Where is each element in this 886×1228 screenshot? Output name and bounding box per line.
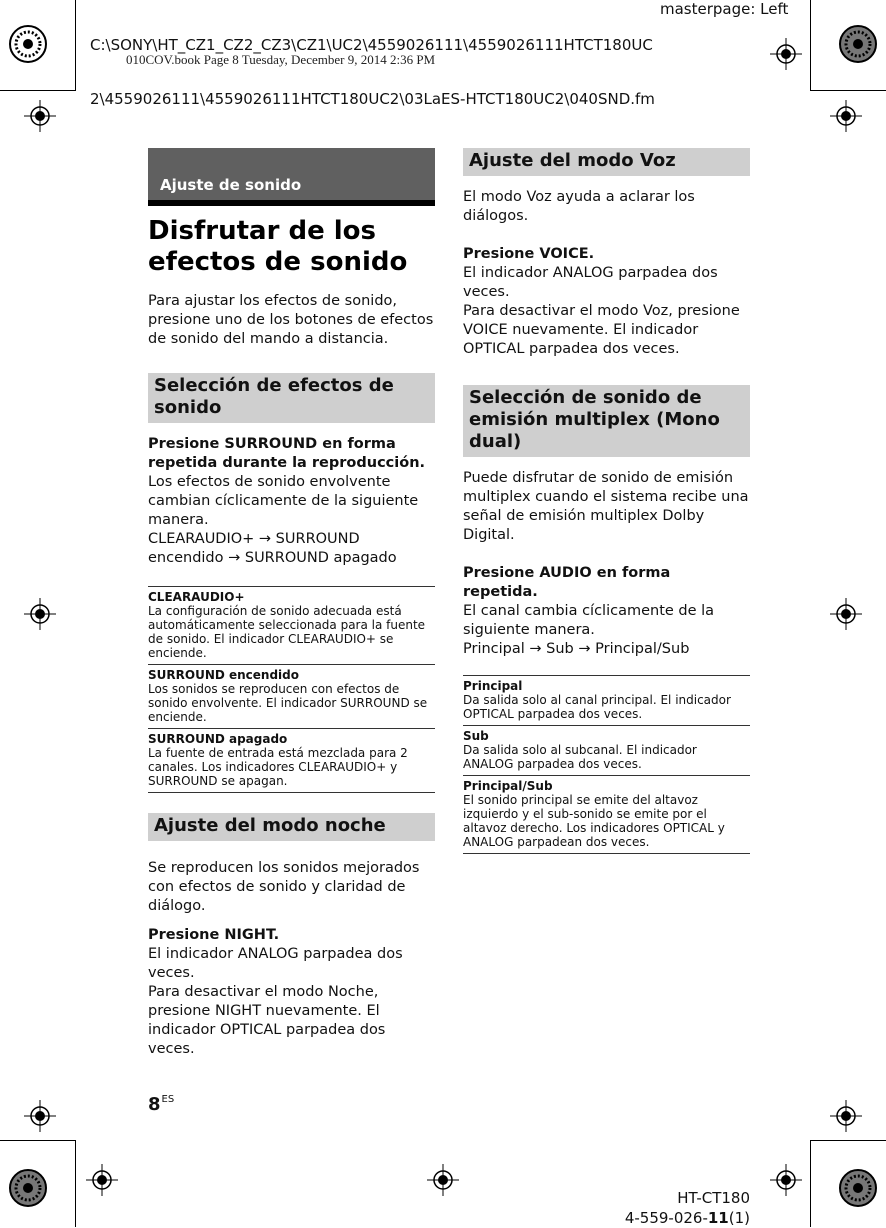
registration-mark-icon <box>830 100 862 132</box>
voice-body: El modo Voz ayuda a aclarar los diálogos. <box>463 189 695 224</box>
part-number <box>625 1208 750 1228</box>
surround-body: Los efectos de sonido envolvente cambian cíclicamente de la siguiente manera. <box>148 474 419 528</box>
multiplex-body: Puede disfrutar de sonido de emisión multiplex cuando el sistema recibe una señal de emisión multiplex Dolby Digital. <box>463 470 749 543</box>
heading-sound-effects: Selección de efectos de sonido <box>148 373 435 423</box>
left-column <box>148 148 435 1059</box>
registration-mark-icon <box>770 38 802 70</box>
instruction-audio: Presione AUDIO en forma repetida. <box>463 565 671 600</box>
page-number <box>148 1094 174 1115</box>
heading-multiplex: Selección de sonido de emisión multiplex (Mono dual) <box>463 385 750 457</box>
file-path-line-1: C:\SONY\HT_CZ1_CZ2_CZ3\CZ1\UC2\4559026111\4559026111HTCT180UC <box>90 36 653 54</box>
heading-night-mode: Ajuste del modo noche <box>148 813 435 841</box>
registration-mark-icon <box>86 1164 118 1196</box>
section-label: Ajuste de sonido <box>148 148 435 206</box>
surround-definitions <box>148 586 435 793</box>
instruction-voice: Presione VOICE. <box>463 246 595 262</box>
definition-row <box>463 676 750 726</box>
definition-desc: Los sonidos se reproducen con efectos de sonido envolvente. El indicador SURROUND se enciende. <box>148 682 428 724</box>
registration-mark-icon <box>830 598 862 630</box>
definition-row <box>148 665 435 729</box>
definition-desc: La fuente de entrada está mezclada para 2 canales. Los indicadores CLEARAUDIO+ y SURROUND se apagan. <box>148 746 408 788</box>
definition-row <box>463 726 750 776</box>
file-path-line-2: 2\4559026111\4559026111HTCT180UC2\03LaES-HTCT180UC2\040SND.fm <box>90 90 655 108</box>
definition-row <box>463 776 750 854</box>
instruction-surround: Presione SURROUND en forma repetida durante la reproducción. <box>148 436 426 471</box>
registration-mark-icon <box>830 1100 862 1132</box>
definition-term: Principal <box>463 679 523 693</box>
voice-body-3: Para desactivar el modo Voz, presione VOICE nuevamente. El indicador OPTICAL parpadea dos veces. <box>463 303 740 357</box>
part-suffix: (1) <box>728 1209 750 1227</box>
definition-row <box>148 587 435 665</box>
registration-mark-icon <box>770 1164 802 1196</box>
voice-body-2: El indicador ANALOG parpadea dos veces. <box>463 265 718 300</box>
masterpage-label: masterpage: Left <box>660 0 789 18</box>
instruction-night: Presione NIGHT. <box>148 927 280 943</box>
night-body-2: El indicador ANALOG parpadea dos veces. <box>148 946 403 981</box>
part-prefix: 4-559-026- <box>624 1209 708 1227</box>
page-title: Disfrutar de los efectos de sonido <box>148 216 408 277</box>
multiplex-definitions <box>463 675 750 854</box>
model-name: HT-CT180 <box>677 1189 750 1207</box>
page-number-value: 8 <box>148 1094 161 1115</box>
part-bold: 11 <box>707 1209 729 1227</box>
definition-desc: La configuración de sonido adecuada está automáticamente seleccionada para la fuente de sonido. El indicador CLEARAUDIO+ se enciende. <box>148 604 426 660</box>
registration-mark-icon <box>24 1100 56 1132</box>
page-language-suffix: ES <box>161 1094 175 1105</box>
definition-term: SURROUND apagado <box>148 732 288 746</box>
color-rosette-icon <box>838 24 878 64</box>
definition-term: CLEARAUDIO+ <box>148 590 245 604</box>
definition-desc: El sonido principal se emite del altavoz izquierdo y el sub-sonido se emite por el altavoz derecho. Los indicadores OPTICAL y ANALOG parpadean dos veces. <box>463 793 725 849</box>
intro-text: Para ajustar los efectos de sonido, presione uno de los botones de efectos de sonido del mando a distancia. <box>148 293 434 347</box>
definition-term: Principal/Sub <box>463 779 553 793</box>
multiplex-sequence: Principal → Sub → Principal/Sub <box>463 641 690 657</box>
definition-desc: Da salida solo al canal principal. El indicador OPTICAL parpadea dos veces. <box>463 693 731 721</box>
definition-term: Sub <box>463 729 489 743</box>
surround-sequence: CLEARAUDIO+ → SURROUND encendido → SURROUND apagado <box>148 531 397 566</box>
color-rosette-icon <box>838 1168 878 1208</box>
registration-mark-icon <box>427 1164 459 1196</box>
color-rosette-icon <box>8 1168 48 1208</box>
definition-term: SURROUND encendido <box>148 668 300 682</box>
right-column <box>463 148 750 854</box>
heading-voice-mode: Ajuste del modo Voz <box>463 148 750 176</box>
definition-desc: Da salida solo al subcanal. El indicador ANALOG parpadea dos veces. <box>463 743 697 771</box>
color-rosette-icon <box>8 24 48 64</box>
model-info <box>625 1188 750 1228</box>
definition-row <box>148 729 435 793</box>
book-info-line: 010COV.book Page 8 Tuesday, December 9, 2014 2:36 PM <box>126 52 436 67</box>
file-path-header <box>90 0 790 144</box>
night-body: Se reproducen los sonidos mejorados con efectos de sonido y claridad de diálogo. <box>148 860 420 914</box>
registration-mark-icon <box>24 598 56 630</box>
multiplex-body-2: El canal cambia cíclicamente de la siguiente manera. <box>463 603 715 638</box>
night-body-3: Para desactivar el modo Noche, presione NIGHT nuevamente. El indicador OPTICAL parpadea dos veces. <box>148 984 386 1057</box>
registration-mark-icon <box>24 100 56 132</box>
